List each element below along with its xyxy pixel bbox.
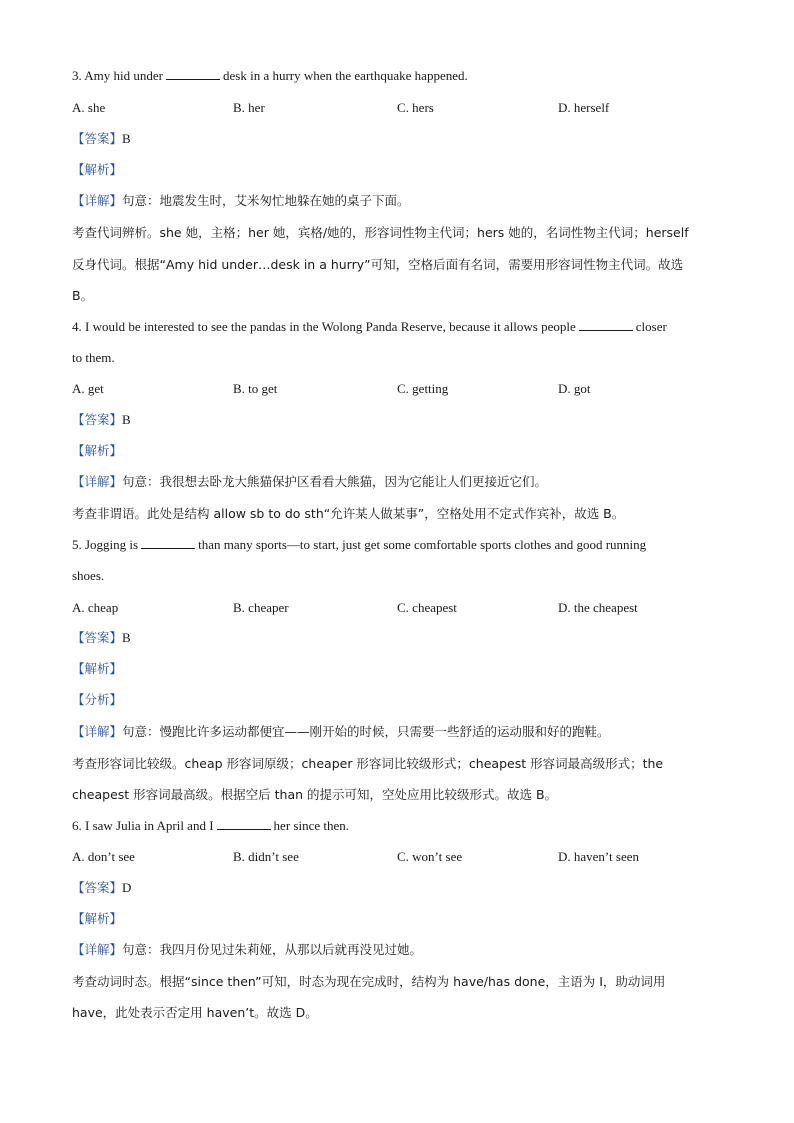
analysis-label: 【解析】 (72, 443, 123, 458)
question-4-stem-text-end: closer (635, 319, 667, 334)
answer-blank (141, 537, 195, 549)
question-5-explanation-line-1: 考查形容词比较级。cheap 形容词原级；cheaper 形容词比较级形式；cheapest 形容词最高级形式；the (72, 756, 664, 771)
question-6-option-a: A. don’t see (72, 849, 135, 864)
question-6-stem-text-end: her since then. (273, 818, 349, 833)
question-5-stem-line-2: shoes. (72, 568, 105, 583)
question-3-option-b: B. her (233, 100, 265, 115)
answer-value: B (122, 412, 131, 427)
question-5-option-d: D. the cheapest (558, 600, 638, 615)
question-6-option-c: C. won’t see (397, 849, 463, 864)
answer-label: 【答案】 (72, 880, 123, 895)
answer-value: D (122, 880, 132, 895)
detail-label: 【详解】 (72, 942, 123, 957)
question-5-fenxi-heading (72, 692, 722, 708)
question-4-option-a: A. get (72, 381, 104, 396)
question-5-option-b: B. cheaper (233, 600, 289, 615)
question-4-stem-text: 4. I would be interested to see the pandas in the Wolong Panda Reserve, because it allows people (72, 319, 576, 334)
question-3-stem-text: 3. Amy hid under (72, 68, 163, 83)
detail-text: 句意：慢跑比许多运动都便宜——刚开始的时候，只需要一些舒适的运动服和好的跑鞋。 (122, 724, 610, 739)
question-6-option-d: D. haven’t seen (558, 849, 639, 864)
question-4-analysis-heading (72, 443, 722, 459)
analysis-label: 【解析】 (72, 162, 123, 177)
answer-blank (217, 818, 271, 830)
question-4-stem (72, 319, 722, 335)
question-6-explanation-line-1: 考查动词时态。根据“since then”可知，时态为现在完成时，结构为 have/has done，主语为 I，助动词用 (72, 974, 666, 989)
question-4-option-c: C. getting (397, 381, 449, 396)
detail-text: 句意：我很想去卧龙大熊猫保护区看看大熊猫，因为它能让人们更接近它们。 (122, 474, 548, 489)
answer-blank (579, 319, 633, 331)
question-5-stem (72, 537, 722, 553)
detail-label: 【详解】 (72, 193, 123, 208)
question-6-option-b: B. didn’t see (233, 849, 299, 864)
question-3-option-d: D. herself (558, 100, 610, 115)
question-3-stem (72, 68, 722, 84)
answer-value: B (122, 131, 131, 146)
detail-text: 句意：我四月份见过朱莉娅，从那以后就再没见过她。 (122, 942, 423, 957)
question-3-analysis-heading (72, 162, 722, 178)
answer-value: B (122, 630, 131, 645)
question-5-option-c: C. cheapest (397, 600, 457, 615)
question-6-detail (72, 942, 722, 958)
detail-text: 句意：地震发生时，艾米匆忙地躲在她的桌子下面。 (122, 193, 410, 208)
question-4-option-b: B. to get (233, 381, 278, 396)
question-5-detail (72, 724, 722, 740)
question-3-explanation-line-3: B。 (72, 288, 94, 303)
question-3-explanation-line-1: 考查代词辨析。she 她，主格；her 她，宾格/她的，形容词性物主代词；hers 她的，名词性物主代词；herself (72, 225, 689, 240)
question-4-detail (72, 474, 722, 490)
question-4-option-d: D. got (558, 381, 591, 396)
question-4-answer (72, 412, 722, 428)
question-5-explanation-line-2: cheapest 形容词最高级。根据空后 than 的提示可知，空处应用比较级形式。故选 B。 (72, 787, 558, 802)
question-3-option-c: C. hers (397, 100, 434, 115)
analysis-label: 【解析】 (72, 911, 123, 926)
question-3-option-a: A. she (72, 100, 106, 115)
question-4-explanation-line-1: 考查非谓语。此处是结构 allow sb to do sth“允许某人做某事”，空格处用不定式作宾补，故选 B。 (72, 506, 625, 521)
answer-label: 【答案】 (72, 412, 123, 427)
question-5-option-a: A. cheap (72, 600, 119, 615)
answer-blank (166, 68, 220, 80)
question-5-stem-text: 5. Jogging is (72, 537, 139, 552)
question-6-answer (72, 880, 722, 896)
question-3-answer (72, 131, 722, 147)
question-3-detail (72, 193, 722, 209)
answer-label: 【答案】 (72, 630, 123, 645)
question-6-analysis-heading (72, 911, 722, 927)
question-6-explanation-line-2: have，此处表示否定用 haven’t。故选 D。 (72, 1005, 318, 1020)
detail-label: 【详解】 (72, 724, 123, 739)
question-5-stem-text-end: than many sports—to start, just get some comfortable sports clothes and good running (198, 537, 647, 552)
question-6-stem-text: 6. I saw Julia in April and I (72, 818, 214, 833)
analysis-label: 【解析】 (72, 661, 123, 676)
question-4-stem-line-2: to them. (72, 350, 115, 365)
question-5-answer (72, 630, 722, 646)
answer-label: 【答案】 (72, 131, 123, 146)
question-3-stem-text-end: desk in a hurry when the earthquake happened. (223, 68, 468, 83)
question-5-analysis-heading (72, 661, 722, 677)
question-3-explanation-line-2: 反身代词。根据“Amy hid under…desk in a hurry”可知，空格后面有名词，需要用形容词性物主代词。故选 (72, 257, 684, 272)
fenxi-label: 【分析】 (72, 692, 123, 707)
question-6-stem (72, 818, 722, 834)
detail-label: 【详解】 (72, 474, 123, 489)
